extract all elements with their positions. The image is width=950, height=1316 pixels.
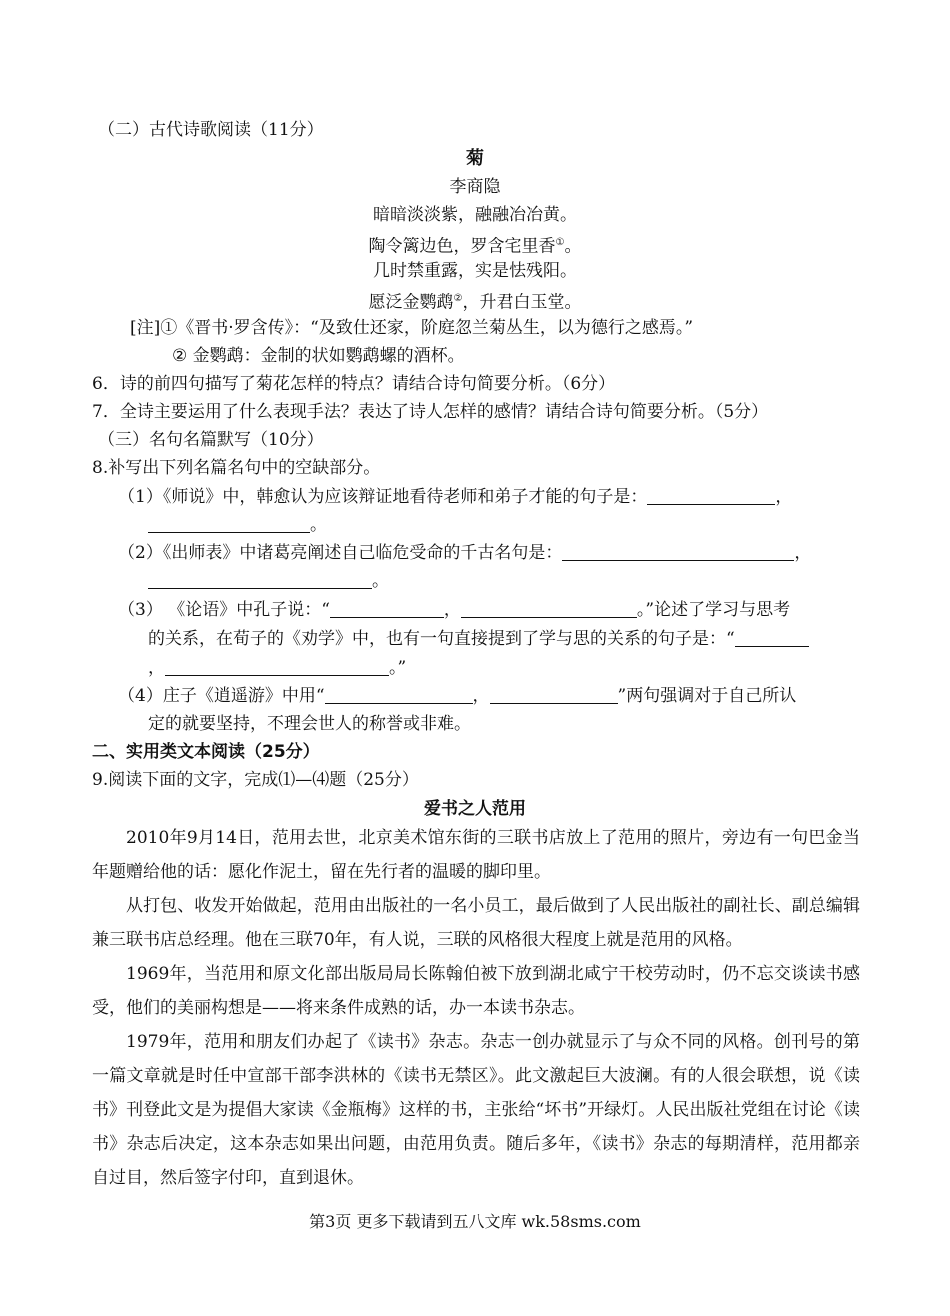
q8-1-comma: ，	[775, 487, 793, 507]
poem-line-4-end: ，升君白玉堂。	[462, 292, 582, 313]
article-paragraph-4: 1979年，范用和朋友们办起了《读书》杂志。杂志一创办就显示了与众不同的风格。创刊号的第一篇文章就是时任中宣部干部李洪林的《读书无禁区》。此文激起巨大波澜。有的人很会联想，说《读书》刊登此文是为提倡大家读《金瓶梅》这样的书，主张给“坏书”开绿灯。人民出版社党组在讨论《读书》杂志后决定，这本杂志如果出问题，由范用负责。随后多年，《读书》杂志的每期清样，范用都亲自过目，然后签字付印，直到退休。	[92, 1032, 860, 1188]
question-6: 6．诗的前四句描写了菊花怎样的特点？请结合诗句简要分析。（6分）	[92, 374, 616, 394]
q8-4-comma: ，	[472, 686, 490, 706]
answer-blank[interactable]	[490, 685, 618, 704]
part-heading-practical-text: 二、实用类文本阅读（25分）	[92, 742, 320, 762]
poem-line-3: 几时禁重露，实是怯残阳。	[373, 261, 577, 281]
question-8-1-line-1	[118, 485, 792, 509]
poem-title: 菊	[466, 148, 484, 169]
note-2: ② 金鹦鹉：金制的状如鹦鹉螺的酒杯。	[172, 346, 465, 366]
q8-1-period: 。	[310, 515, 327, 535]
question-8: 8.补写出下列名篇名句中的空缺部分。	[92, 458, 381, 478]
section-heading-poetry: （二）古代诗歌阅读（11分）	[98, 120, 324, 140]
poem-line-4-text: 愿泛金鹦鹉	[368, 292, 454, 313]
question-9: 9.阅读下面的文字，完成⑴—⑷题（25分）	[92, 770, 419, 790]
q8-2-period: 。	[372, 571, 389, 591]
article-paragraph-3: 1969年，当范用和原文化部出版局局长陈翰伯被下放到湖北咸宁干校劳动时，仍不忘交谈读书感受，他们的美丽构想是——将来条件成熟的话，办一本读书杂志。	[92, 964, 860, 1018]
answer-blank[interactable]	[330, 599, 444, 618]
answer-blank[interactable]	[735, 628, 809, 647]
answer-blank[interactable]	[148, 514, 310, 533]
question-8-4-line-1	[118, 684, 796, 708]
answer-blank[interactable]	[562, 542, 794, 561]
question-8-2-line-2	[148, 569, 389, 593]
note-mark-1: ①	[555, 237, 565, 248]
article-title: 爱书之人范用	[424, 799, 526, 819]
q8-4-prompt: （4）庄子《逍遥游》中用“	[118, 686, 325, 706]
note-1: [注]①《晋书·罗含传》：“及致仕还家，阶庭忽兰菊丛生，以为德行之感焉。”	[130, 318, 694, 338]
answer-blank[interactable]	[148, 570, 372, 589]
poem-author: 李商隐	[449, 177, 501, 197]
answer-blank[interactable]	[165, 657, 389, 676]
poem-line-2-text: 陶令篱边色，罗含宅里香	[368, 236, 556, 257]
question-8-3-line-1	[118, 598, 790, 622]
note-mark-2: ②	[453, 293, 463, 304]
article-paragraph-2: 从打包、收发开始做起，范用由出版社的一名小员工，最后做到了人民出版社的副社长、副总编辑兼三联书店总经理。他在三联70年，有人说，三联的风格很大程度上就是范用的风格。	[92, 896, 860, 950]
section-heading-dictation: （三）名句名篇默写（10分）	[98, 430, 324, 450]
q8-1-prompt: （1）《师说》中，韩愈认为应该辩证地看待老师和弟子才能的句子是：	[118, 487, 648, 507]
question-8-3-line-3	[148, 656, 406, 680]
answer-blank[interactable]	[461, 599, 637, 618]
q8-3-close: 。”	[389, 658, 407, 678]
q8-2-prompt: （2）《出师表》中诸葛亮阐述自己临危受命的千古名句是：	[118, 543, 563, 563]
q8-3-comma: ，	[443, 600, 461, 620]
q8-3-comma-2: ，	[148, 658, 165, 678]
q8-2-comma: ，	[794, 543, 812, 563]
poem-line-4	[0, 287, 950, 315]
q8-3-continuation: 。”论述了学习与思考	[636, 600, 791, 620]
poem-line-1: 暗暗淡淡紫，融融冶冶黄。	[373, 205, 577, 225]
poem-line-2-end: 。	[564, 236, 582, 257]
question-8-4-line-2: 定的就要坚持，不理会世人的称誉或非难。	[148, 714, 471, 734]
q8-3-prompt: （3） 《论语》中孔子说：“	[118, 600, 330, 620]
question-7: 7．全诗主要运用了什么表现手法？表达了诗人怎样的感情？请结合诗句简要分析。（5分）	[92, 402, 769, 422]
q8-4-continuation: ”两句强调对于自己所认	[617, 686, 797, 706]
question-8-3-line-2	[148, 627, 809, 651]
article-paragraph-1: 2010年9月14日，范用去世，北京美术馆东街的三联书店放上了范用的照片，旁边有一句巴金当年题赠给他的话：愿化作泥土，留在先行者的温暖的脚印里。	[92, 828, 860, 882]
answer-blank[interactable]	[647, 486, 775, 505]
page-footer: 第3页 更多下载请到五八文库 wk.58sms.com	[309, 1212, 641, 1231]
q8-3-second-prompt: 的关系，在荀子的《劝学》中，也有一句直接提到了学与思的关系的句子是：“	[148, 629, 735, 649]
answer-blank[interactable]	[325, 685, 473, 704]
poem-line-2	[0, 231, 950, 259]
question-8-2-line-1	[118, 541, 811, 565]
question-8-1-line-2	[148, 513, 327, 537]
